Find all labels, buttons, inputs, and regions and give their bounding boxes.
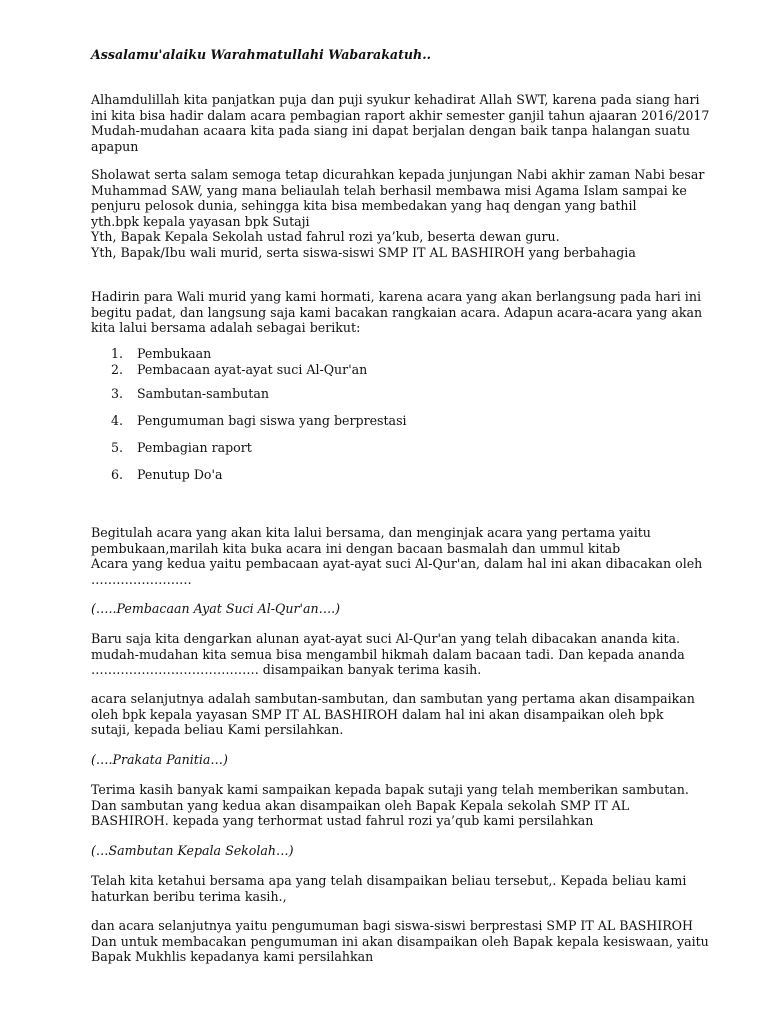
text-line: Alhamdulillah kita panjatkan puja dan puji syukur kehadirat Allah SWT, karena pada siang hari [91, 92, 700, 107]
text-line: Sholawat serta salam semoga tetap dicurahkan kepada junjungan Nabi akhir zaman Nabi besar [91, 167, 705, 182]
greeting: Assalamu'alaiku Warahmatullahi Wabarakatuh.. [91, 47, 431, 62]
text-line: haturkan beribu terima kasih., [91, 888, 287, 904]
text-line: Acara yang kedua yaitu pembacaan ayat-ayat suci Al-Qur'an, dalam hal ini akan dibacakan oleh [91, 556, 703, 571]
text-line: penjuru pelosok dunia, sehingga kita bisa membedakan yang haq dengan yang bathil [91, 198, 637, 213]
agenda-item [111, 346, 211, 362]
text-line: Yth, Bapak Kepala Sekolah ustad fahrul rozi ya’kub, beserta dewan guru. [91, 229, 560, 244]
text-line: Yth, Bapak/Ibu wali murid, serta siswa-siswi SMP IT AL BASHIROH yang berbahagia [91, 244, 636, 260]
text-line: Hadirin para Wali murid yang kami hormati, karena acara yang akan berlangsung pada hari ini [91, 289, 701, 304]
text-line: Muhammad SAW, yang mana beliaulah telah berhasil membawa misi Agama Islam sampai ke [91, 182, 687, 198]
text-line: kita lalui bersama adalah sebagai berikut: [91, 320, 361, 335]
agenda-number: 1. [111, 346, 124, 361]
text-line: begitu padat, dan langsung saja kami bacakan rangkaian acara. Adapun acara-acara yang akan [91, 304, 703, 320]
agenda-item [111, 386, 269, 402]
paragraph-pengumuman [91, 918, 731, 965]
agenda-item [111, 467, 222, 483]
stage-note: (…Sambutan Kepala Sekolah…) [91, 843, 294, 858]
paragraph-after-quran [91, 631, 731, 678]
text-line: apapun [91, 138, 139, 154]
text-line: dan acara selanjutnya yaitu pengumuman bagi siswa-siswi berprestasi SMP IT AL BASHIROH [91, 918, 693, 933]
agenda-number: 6. [111, 467, 124, 482]
agenda-item [111, 413, 407, 429]
text-line: Bapak Mukhlis kepadanya kami persilahkan [91, 949, 374, 964]
agenda-number: 3. [111, 386, 124, 401]
agenda-text: Pembukaan [137, 346, 212, 361]
text-line: sutaji, kepada beliau Kami persilahkan. [91, 722, 344, 737]
agenda-number: 4. [111, 413, 124, 428]
agenda-text: Penutup Do'a [137, 467, 223, 482]
text-line: Terima kasih banyak kami sampaikan kepada bapak sutaji yang telah memberikan sambutan. [91, 782, 689, 797]
agenda-text: Sambutan-sambutan [137, 386, 269, 401]
paragraph-sholawat [91, 167, 731, 260]
agenda-text: Pengumuman bagi siswa yang berprestasi [137, 413, 407, 428]
agenda-number: 5. [111, 440, 124, 455]
text-line: Baru saja kita dengarkan alunan ayat-ayat suci Al-Qur'an yang telah dibacakan ananda kita. [91, 631, 681, 646]
text-line: Mudah-mudahan acaara kita pada siang ini dapat berjalan dengan baik tanpa halangan suatu [91, 123, 690, 138]
agenda-text: Pembacaan ayat-ayat suci Al-Qur'an [137, 362, 368, 377]
text-line: Dan untuk membacakan pengumuman ini akan disampaikan oleh Bapak kepala kesiswaan, yaitu [91, 933, 709, 949]
agenda-item [111, 362, 367, 378]
text-line: yth.bpk kepala yayasan bpk Sutaji [91, 213, 310, 229]
paragraph-opening [91, 92, 731, 154]
paragraph-sambutan-kedua [91, 782, 731, 829]
text-line: …………………… [91, 571, 192, 587]
stage-note: (….Prakata Panitia…) [91, 752, 228, 767]
text-line: Begitulah acara yang akan kita lalui bersama, dan menginjak acara yang pertama yaitu [91, 525, 651, 540]
paragraph-pembukaan [91, 525, 731, 587]
agenda-item [111, 440, 252, 456]
text-line: BASHIROH. kepada yang terhormat ustad fahrul rozi ya’qub kami persilahkan [91, 813, 594, 828]
text-line: pembukaan,marilah kita buka acara ini dengan bacaan basmalah dan ummul kitab [91, 540, 621, 556]
paragraph-hadirin [91, 289, 731, 336]
agenda-number: 2. [111, 362, 124, 377]
text-line: Dan sambutan yang kedua akan disampaikan oleh Bapak Kepala sekolah SMP IT AL [91, 797, 630, 813]
text-line: oleh bpk kepala yayasan SMP IT AL BASHIROH dalam hal ini akan disampaikan oleh bpk [91, 706, 664, 722]
text-line: mudah-mudahan kita semua bisa mengambil hikmah dalam bacaan tadi. Dan kepada ananda [91, 646, 685, 662]
paragraph-sambutan [91, 691, 731, 738]
stage-note: (…..Pembacaan Ayat Suci Al-Qur'an….) [91, 601, 341, 616]
agenda-text: Pembagian raport [137, 440, 252, 455]
text-line: ini kita bisa hadir dalam acara pembagian raport akhir semester ganjil tahun ajaaran 2016/2017 [91, 107, 710, 123]
paragraph-terima-kasih [91, 873, 731, 904]
text-line: …………………………………. disampaikan banyak terima kasih. [91, 662, 482, 677]
text-line: acara selanjutnya adalah sambutan-sambutan, dan sambutan yang pertama akan disampaikan [91, 691, 695, 706]
text-line: Telah kita ketahui bersama apa yang telah disampaikan beliau tersebut,. Kepada beliau kami [91, 873, 687, 888]
